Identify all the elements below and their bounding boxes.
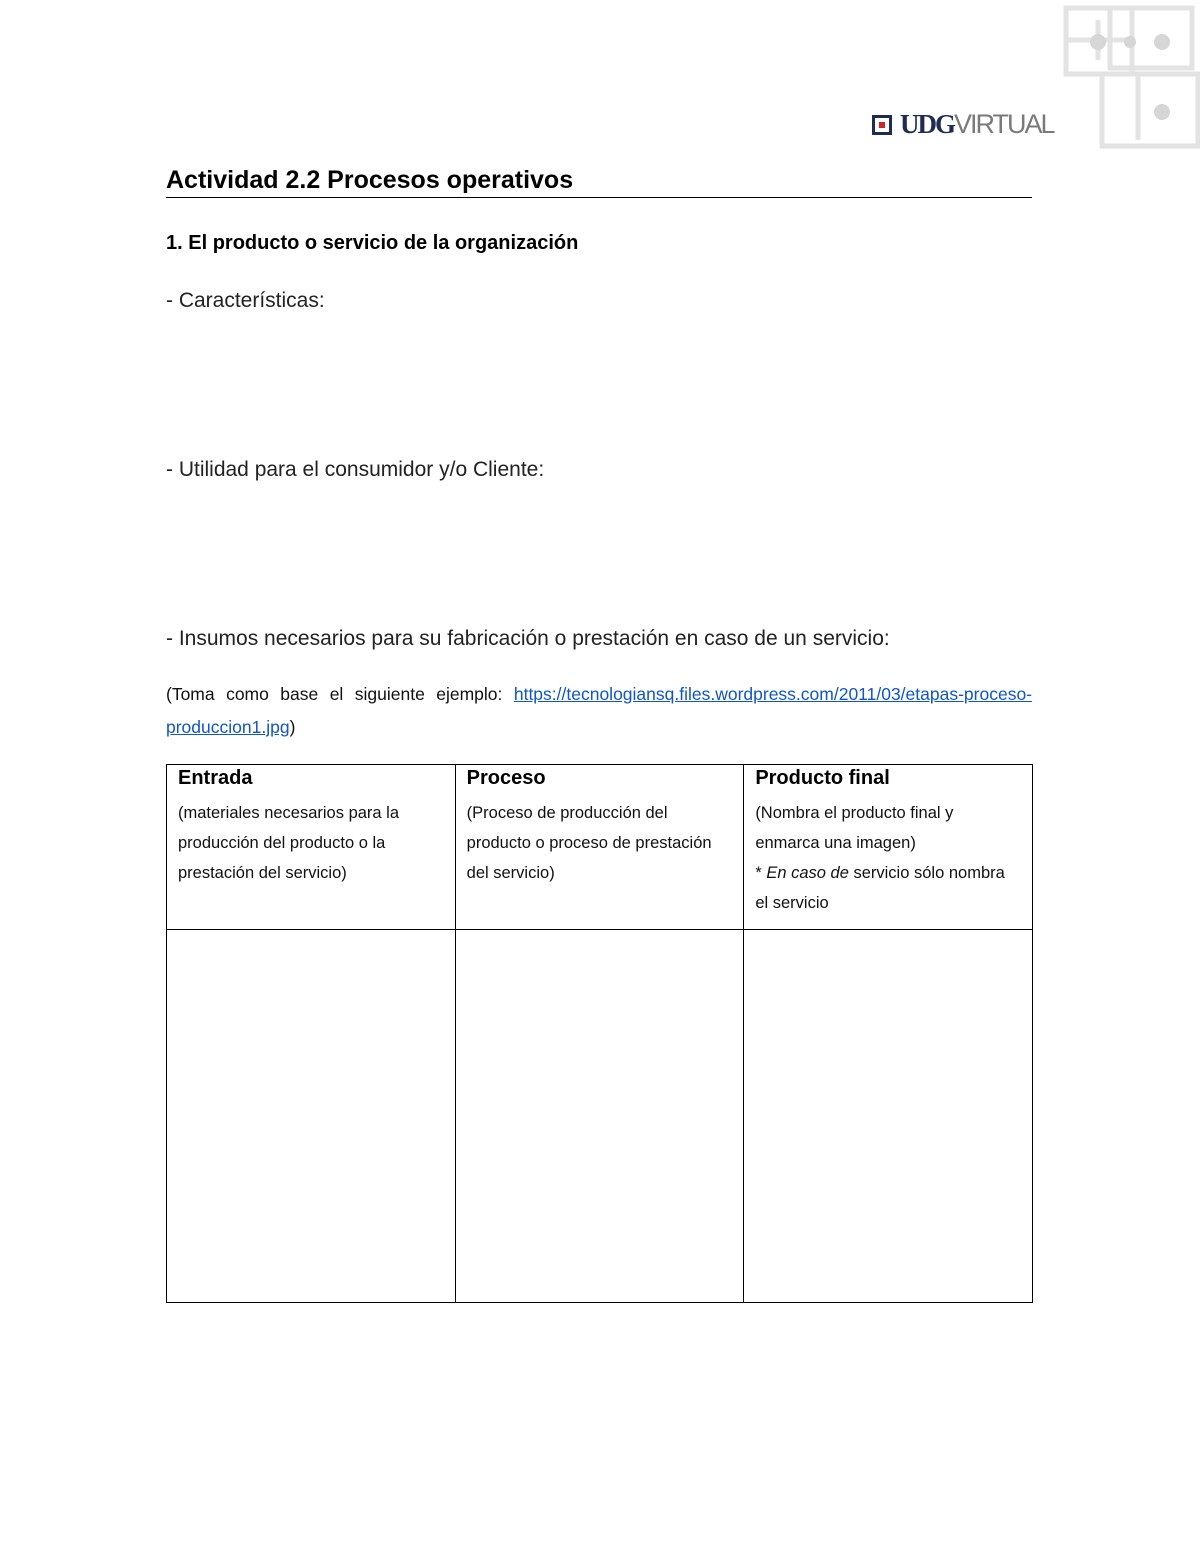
note-italic: En caso de [766,864,849,882]
answer-cell-proceso[interactable] [455,930,744,1303]
header-cell-entrada [167,765,456,930]
page-title: Actividad 2.2 Procesos operativos [166,166,1032,198]
decorative-circuit-graphic [1058,0,1200,152]
answer-cell-entrada[interactable] [167,930,456,1303]
column-description: (Proceso de producción del producto o proceso de prestación del servicio) [466,804,712,882]
example-link[interactable]: https://tecnologiansq.files.wordpress.com/2011/03/etapas-proceso-produccion1.jpg [166,684,1032,737]
column-header: Entrada [178,767,253,789]
udg-virtual-logo [872,104,1054,144]
column-header: Producto final [755,767,890,789]
header-cell-producto-final [744,765,1033,930]
item-insumos: - Insumos necesarios para su fabricación o prestación en caso de un servicio: [166,627,890,650]
logo-text [900,108,1054,139]
column-description [755,798,1021,918]
note-prefix: (Toma como base el siguiente ejemplo: [166,684,514,704]
column-description: (materiales necesarios para la producción del producto o la prestación del servicio) [178,804,400,882]
item-caracteristicas: - Características: [166,289,325,312]
note-suffix: ) [289,717,296,737]
column-header: Proceso [466,767,546,789]
section-heading: 1. El producto o servicio de la organización [166,232,579,254]
table-body-row [167,930,1033,1303]
process-table [166,764,1033,1303]
logo-text-light: VIRTUAL [954,108,1054,139]
answer-cell-producto-final[interactable] [744,930,1033,1303]
logo-text-bold: UDG [900,108,954,139]
header-cell-proceso [455,765,744,930]
example-note [166,678,1032,744]
udg-square-icon [872,115,892,135]
item-utilidad: - Utilidad para el consumidor y/o Cliente: [166,458,545,481]
note-rest: servicio sólo nombra el servicio [755,864,1005,912]
table-header-row [167,765,1033,930]
description-text: (Nombra el producto final y enmarca una imagen) [755,804,954,852]
note-star: * [755,864,767,882]
